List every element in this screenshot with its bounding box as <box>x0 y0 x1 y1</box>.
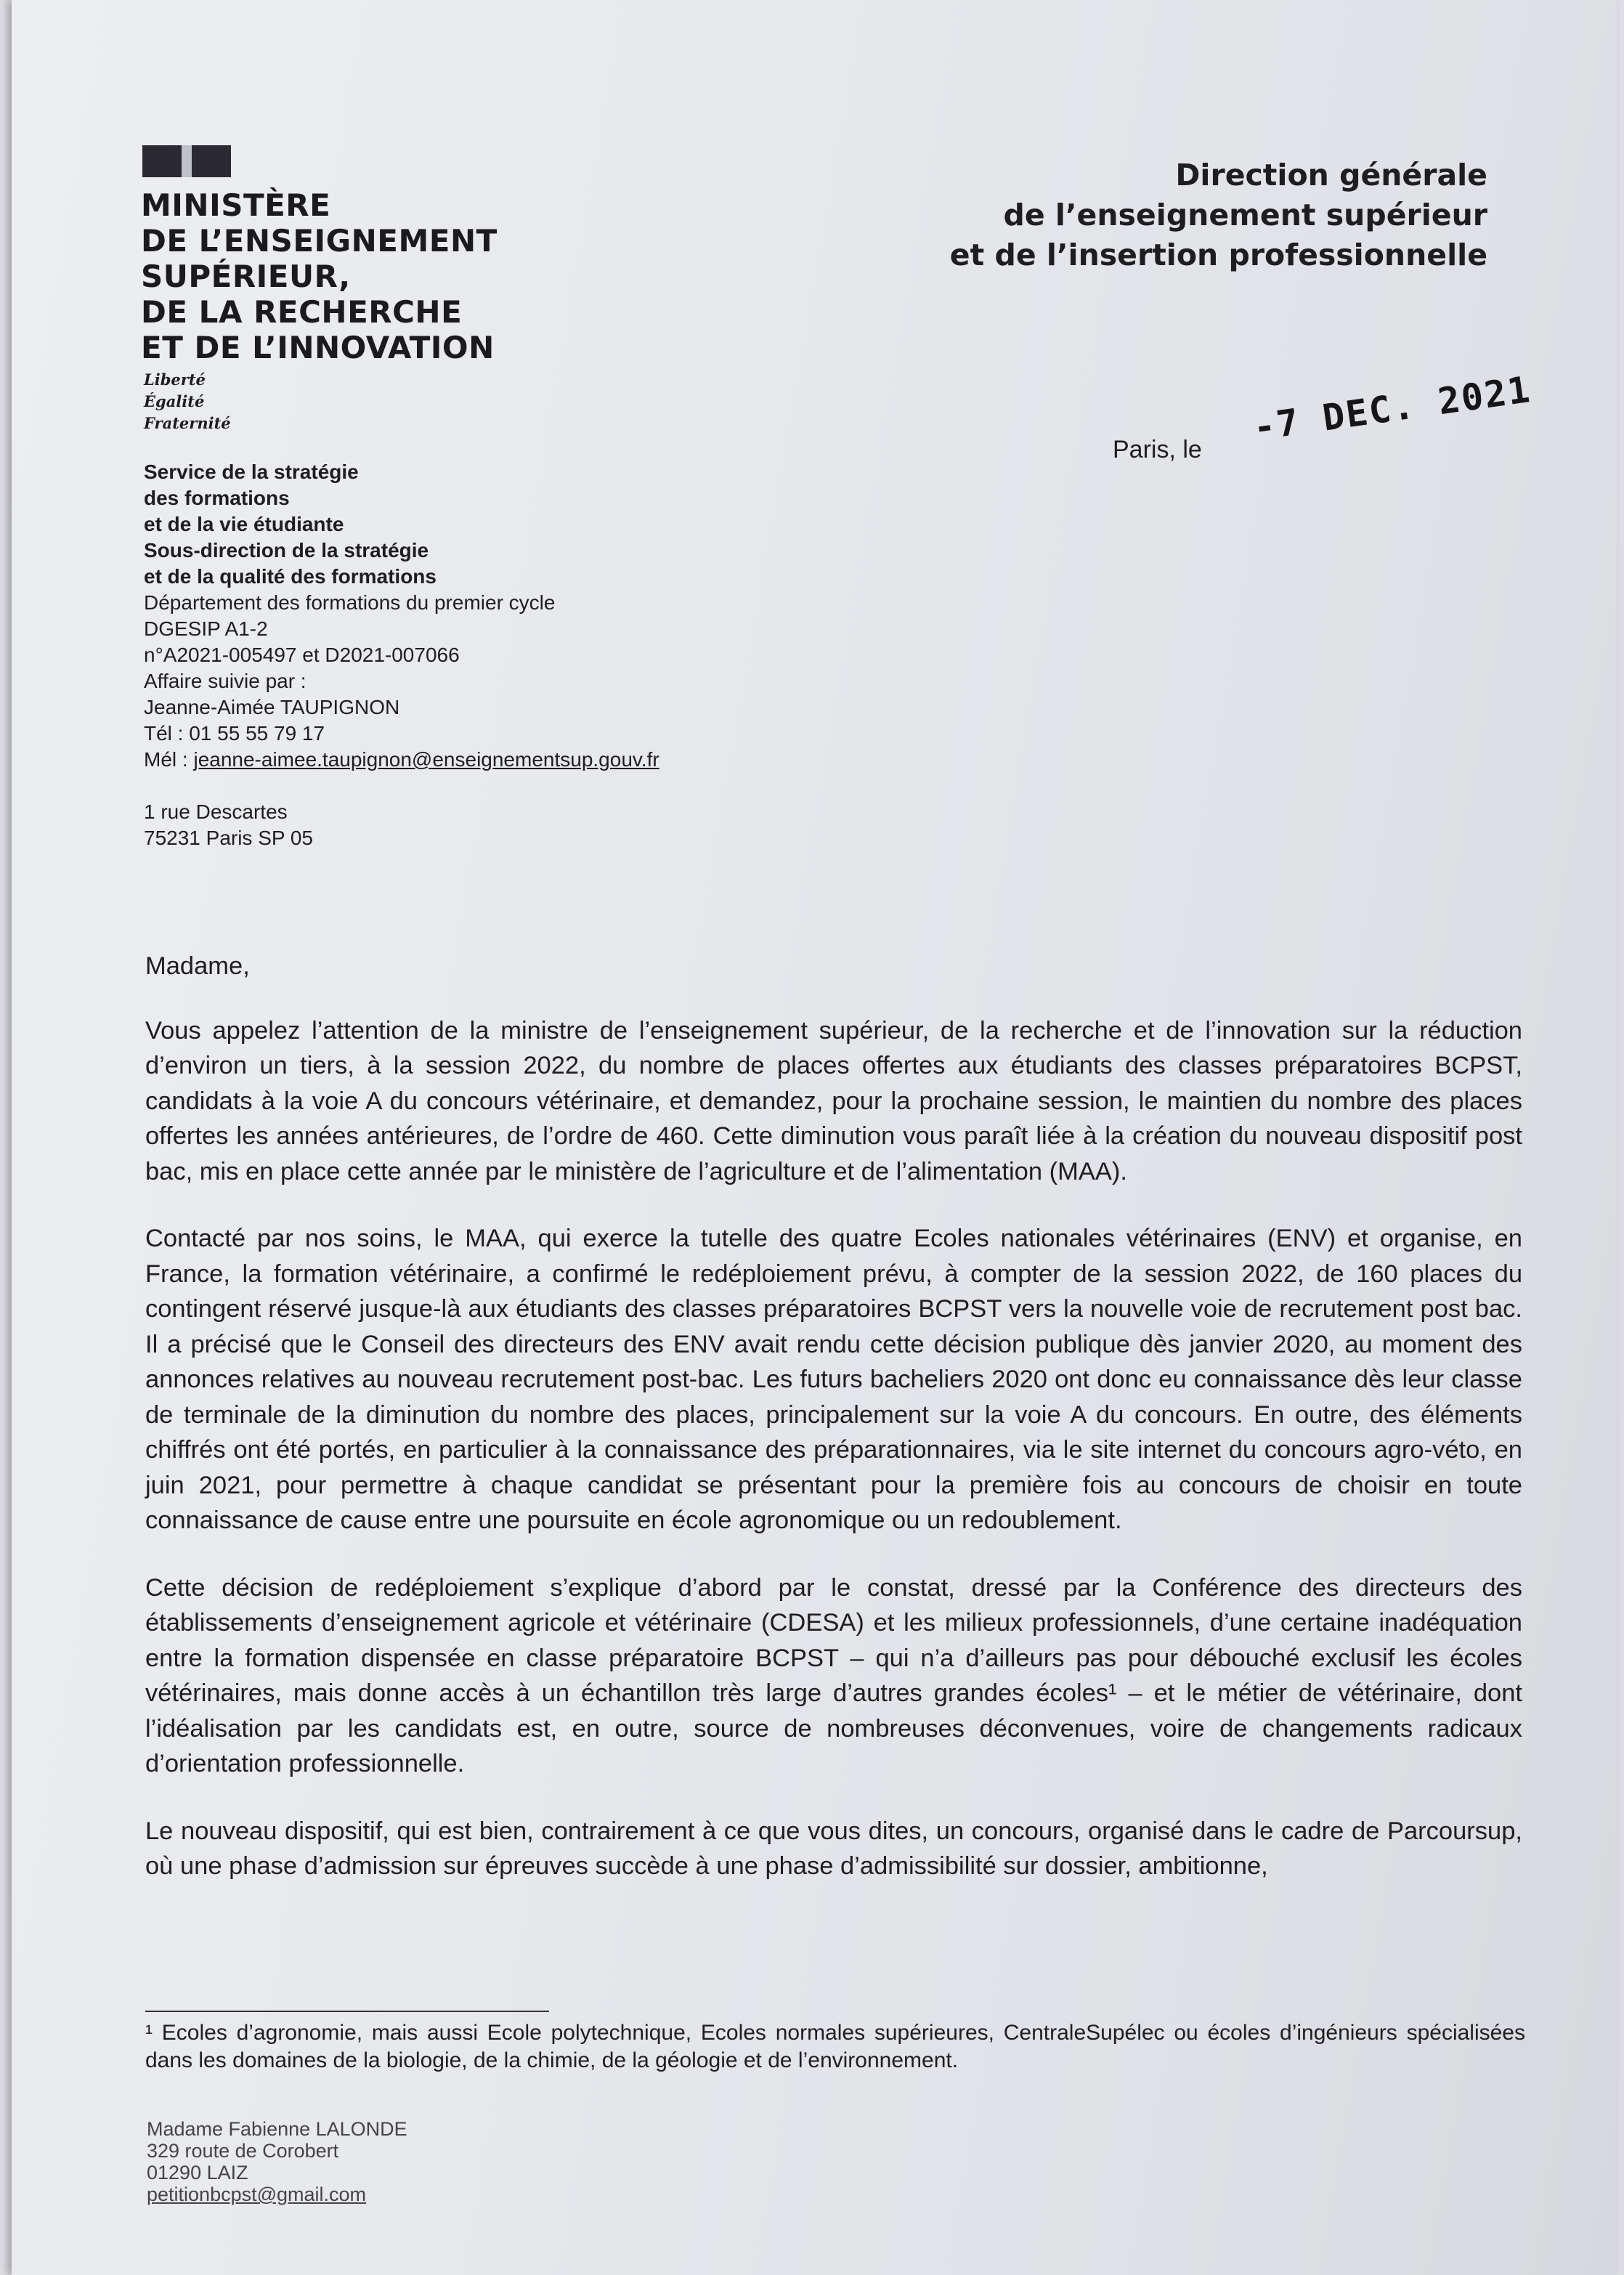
paragraph: Vous appelez l’attention de la ministre de l’enseignement supérieur, de la recherche et de l’innovation sur la réduction d’environ un tiers, à la session 2022, du nombre de places offertes aux étudiants des classes préparatoires BCPST, candidats à la voie A du concours vétérinaire, et demandez, pour la prochaine session, le maintien du nombre des places offertes les années antérieures, de l’ordre de 460. Cette diminution vous paraît liée à la création du nouveau dispositif post bac, mis en place cette année par le ministère de l’agriculture et de l’alimentation (MAA). <box>145 1016 1522 1185</box>
marianne-logo <box>142 145 232 177</box>
service-line: Affaire suivie par : <box>144 670 306 692</box>
service-line: et de la vie étudiante <box>144 513 344 535</box>
address-line: 75231 Paris SP 05 <box>144 827 313 849</box>
service-line: Service de la stratégie <box>144 461 359 483</box>
footnote-separator <box>145 2011 549 2012</box>
date-stamp: -7 DEC. 2021 <box>1250 368 1534 449</box>
ministry-line: MINISTÈRE <box>141 187 331 223</box>
date-prefix: Paris, le <box>1113 436 1202 463</box>
direction-line: Direction générale <box>1175 158 1487 192</box>
recipient-email-link[interactable]: petitionbcpst@gmail.com <box>147 2183 367 2205</box>
motto-egalite: Égalité <box>144 392 205 410</box>
direction-generale-header <box>950 155 1487 275</box>
direction-line: et de l’insertion professionnelle <box>949 238 1487 272</box>
reference-numbers: n°A2021-005497 et D2021-007066 <box>144 644 460 666</box>
letter-page <box>12 0 1617 2275</box>
ministry-line: DE LA RECHERCHE <box>141 294 463 330</box>
service-line: Département des formations du premier cycle <box>144 591 556 614</box>
service-line: DGESIP A1-2 <box>144 617 268 640</box>
direction-line: de l’enseignement supérieur <box>1003 198 1487 232</box>
recipient-line: 329 route de Corobert <box>147 2140 339 2162</box>
motto-liberte: Liberté <box>144 370 206 389</box>
service-line: des formations <box>144 487 290 509</box>
paragraph: Cette décision de redéploiement s’explique d’abord par le constat, dressé par la Conférence des directeurs des établissements d’enseignement agricole et vétérinaire (CDESA) et les milieux professionnels, d’une certaine inadéquation entre la formation dispensée en classe préparatoire BCPST – qui n’a d’ailleurs pas pour débouché exclusif les écoles vétérinaires, mais donne accès à un échantillon très large d’autres grandes écoles¹ – et le métier de vétérinaire, dont l’idéalisation par les candidats est, en outre, source de nombreuses déconvenues, voire de changements radicaux d’orientation professionnelle. <box>145 1573 1522 1777</box>
motto-fraternite: Fraternité <box>144 414 231 432</box>
recipient-line: Madame Fabienne LALONDE <box>147 2118 407 2140</box>
ministry-line: SUPÉRIEUR, <box>141 259 351 294</box>
salutation: Madame, <box>145 952 250 980</box>
address-line: 1 rue Descartes <box>144 800 288 823</box>
paragraph: Contacté par nos soins, le MAA, qui exerce la tutelle des quatre Ecoles nationales vétérinaires (ENV) et organise, en France, la formation vétérinaire, a confirmé le redéploiement prévu, à compter de la session 2022, de 160 places du contingent réservé jusque-là aux étudiants des classes préparatoires BCPST vers la nouvelle voie de recrutement post bac. Il a précisé que le Conseil des directeurs des ENV avait rendu cette décision publique dès janvier 2020, au moment des annonces relatives au nouveau recrutement post-bac. Les futurs bacheliers 2020 ont donc eu connaissance dès leur classe de terminale de la diminution du nombre des places, principalement sur la voie A du concours. En outre, des éléments chiffrés ont été portés, en particulier à la connaissance des préparationnaires, via le site internet du concours agro-véto, en juin 2021, pour permettre à chaque candidat se présentant pour la première fois au concours de choisir en toute connaissance de cause entre une poursuite en école agronomique ou un redoublement. <box>145 1225 1522 1534</box>
ministry-line: DE L’ENSEIGNEMENT <box>141 223 498 259</box>
recipient-line: 01290 LAIZ <box>147 2162 248 2183</box>
recipient-address <box>147 2118 407 2205</box>
service-line: et de la qualité des formations <box>144 565 437 588</box>
contact-email-line <box>144 747 659 773</box>
service-line: Sous-direction de la stratégie <box>144 539 429 561</box>
sender-service-block <box>144 459 659 851</box>
footnote: ¹ Ecoles d’agronomie, mais aussi Ecole polytechnique, Ecoles normales supérieures, CentraleSupélec ou écoles d’ingénieurs spécialisées dans les domaines de la biologie, de la chimie, de la géologie et de l’environnement. <box>145 2021 1525 2072</box>
contact-phone: Tél : 01 55 55 79 17 <box>144 722 325 745</box>
ministry-name <box>141 187 548 365</box>
republic-motto <box>144 369 231 434</box>
email-label: Mél : <box>144 748 194 771</box>
paragraph: Le nouveau dispositif, qui est bien, contrairement à ce que vous dites, un concours, organisé dans le cadre de Parcoursup, où une phase d’admission sur épreuves succède à une phase d’admissibilité sur dossier, ambitionne, <box>145 1817 1522 1880</box>
ministry-line: ET DE L’INNOVATION <box>141 330 495 365</box>
contact-email-link[interactable]: jeanne-aimee.taupignon@enseignementsup.gouv.fr <box>193 748 659 771</box>
letter-body <box>145 949 1522 1916</box>
contact-name: Jeanne-Aimée TAUPIGNON <box>144 696 400 718</box>
